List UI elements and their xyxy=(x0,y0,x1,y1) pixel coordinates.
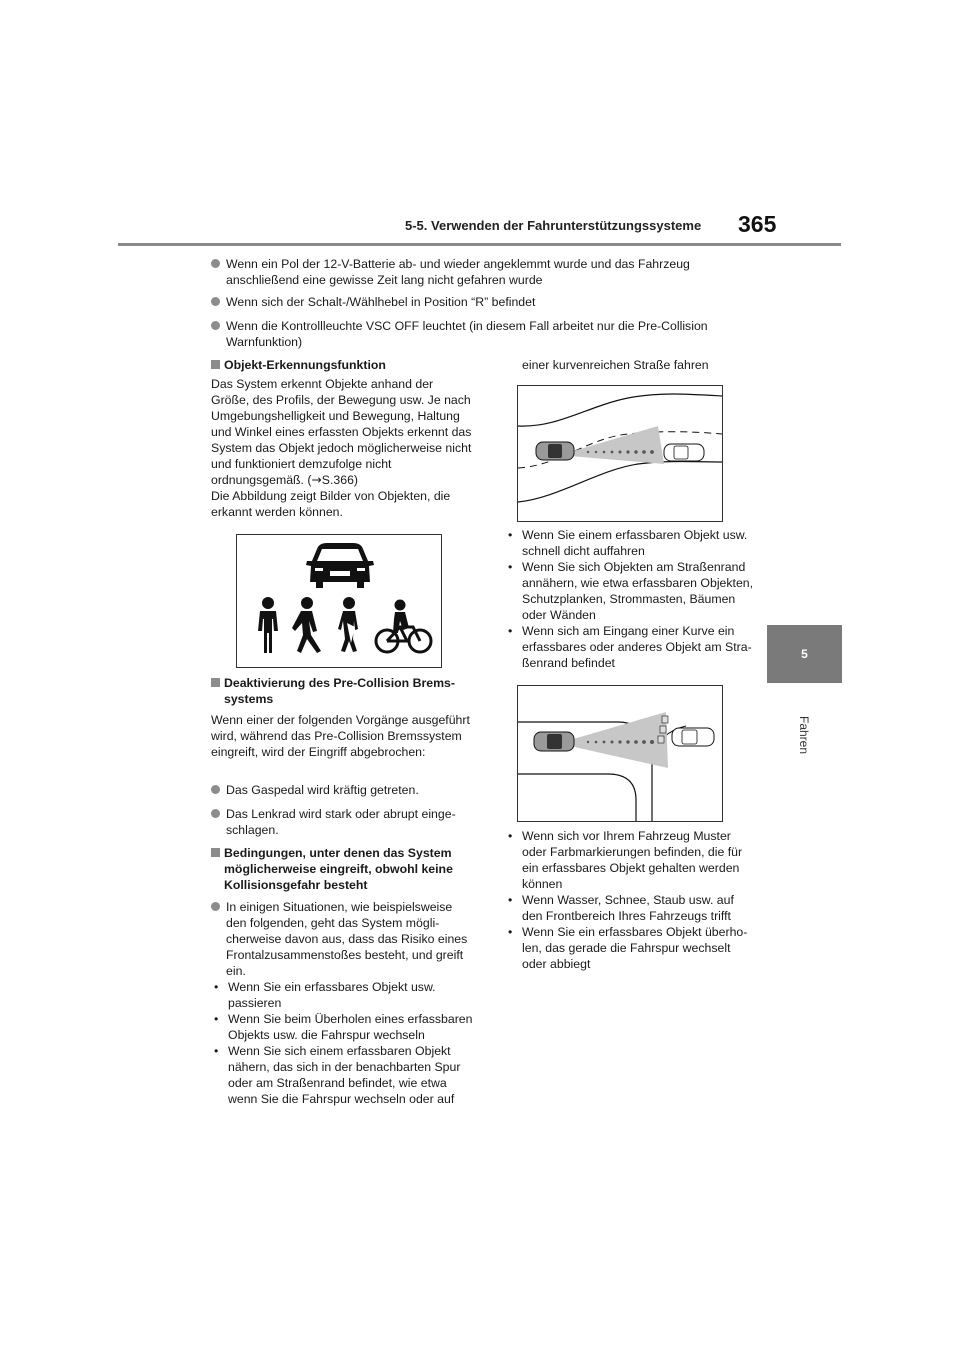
bullet-dot-icon xyxy=(211,321,220,330)
detectable-objects-illustration xyxy=(237,535,441,667)
road-edge-top xyxy=(518,394,722,426)
target-car-icon xyxy=(672,728,714,746)
list-item: • Wenn Sie sich einem erfassbaren Objekt nähern, das sich in der benachbarten Spur oder am Straßenrand befindet, wie etwa wenn Sie die Fahrspur wechseln oder auf xyxy=(211,1043,473,1107)
list-item: • Wenn Sie ein erfassbares Objekt überholen, das gerade die Fahrspur wechselt oder abbiegt xyxy=(505,924,755,972)
bullet-item: Das Gaspedal wird kräftig getreten. xyxy=(211,782,473,798)
object-detection-text: Das System erkennt Objekte anhand der Größe, des Profils, der Bewegung usw. Je nach Umgebungshelligkeit und Bewegung, Haltung und Winkel eines erfassten Objekts erkennt das System das Objekt jedoch möglicherweise nicht und funktioniert demzufolge nicht ordnungsgemäß. (→S.366) Die Abbildung zeigt Bilder von Objekten, die erkannt werden können. xyxy=(211,377,472,519)
car-front-icon xyxy=(306,543,374,588)
conditions-list xyxy=(211,979,473,1107)
chapter-label: Fahren xyxy=(797,715,811,755)
curvy-road-illustration xyxy=(518,386,722,521)
page-reference-link[interactable]: S.366) xyxy=(321,473,359,487)
sensor-beam xyxy=(570,712,668,768)
section-heading: Objekt-Erkennungsfunktion xyxy=(211,357,471,373)
pedestrian-standing-icon xyxy=(258,597,278,653)
list-item: • Wenn Sie ein erfassbares Objekt usw. passieren xyxy=(211,979,473,1011)
list-item: • Wenn sich am Eingang einer Kurve ein erfassbares oder anderes Objekt am Straßenrand befindet xyxy=(505,623,755,671)
situations-list-a xyxy=(505,527,755,671)
curvy-road-figure xyxy=(517,385,723,522)
detectable-objects-figure xyxy=(236,534,442,668)
bullet-dot-icon xyxy=(211,809,220,818)
page-number: 365 xyxy=(738,211,777,237)
heading-square-icon xyxy=(211,848,220,857)
list-item: • Wenn Sie einem erfassbaren Objekt usw. schnell dicht auffahren xyxy=(505,527,755,559)
sensor-beam xyxy=(570,426,664,464)
own-car-icon xyxy=(536,442,574,460)
section-heading: Bedingungen, unter denen das System möglicherweise eingreift, obwohl keine Kollisionsgefahr besteht xyxy=(211,845,473,893)
heading-square-icon xyxy=(211,360,220,369)
bullet-item: Wenn ein Pol der 12-V-Batterie ab- und wieder angeklemmt wurde und das Fahrzeug anschließend eine gewisse Zeit lang nicht gefahren wurde xyxy=(211,256,731,288)
bullet-item: Wenn sich der Schalt-/Wählhebel in Position “R” befindet xyxy=(211,294,731,310)
bullet-dot-icon xyxy=(211,785,220,794)
heading-square-icon xyxy=(211,678,220,687)
road-edge-bottom xyxy=(518,462,722,503)
target-car-icon xyxy=(664,444,704,461)
curve-entrance-figure xyxy=(517,685,723,822)
deactivation-text: Wenn einer der folgenden Vorgänge ausgeführt wird, während das Pre-Collision Bremssystem eingreift, wird der Eingriff abgebrochen: xyxy=(211,713,470,759)
header-rule xyxy=(118,243,841,246)
cyclist-icon xyxy=(376,627,431,652)
chapter-number: 5 xyxy=(801,647,808,661)
situations-list-b xyxy=(505,828,755,972)
bullet-item: In einigen Situationen, wie beispielsweise den folgenden, geht das System möglicherweise davon aus, dass das Risiko eines Frontalzusammenstoßes besteht, und greift ein. xyxy=(211,899,473,979)
list-item: • Wenn Sie sich Objekten am Straßenrand annähern, wie etwa erfassbaren Objekten, Schutzplanken, Strommasten, Bäumen oder Wänden xyxy=(505,559,755,623)
bullet-dot-icon xyxy=(211,902,220,911)
pedestrian-child-icon xyxy=(338,597,358,652)
chapter-tab xyxy=(767,625,842,683)
road-edge-inner-curve xyxy=(518,774,636,821)
section-title: 5-5. Verwenden der Fahrunterstützungssysteme xyxy=(405,218,702,233)
own-car-icon xyxy=(534,732,574,751)
continuation-text: einer kurvenreichen Straße fahren xyxy=(522,358,709,372)
bullet-dot-icon xyxy=(211,297,220,306)
reference-arrow-icon: → xyxy=(311,473,322,487)
bullet-item: Wenn die Kontrollleuchte VSC OFF leuchtet (in diesem Fall arbeitet nur die Pre-Collision Warnfunktion) xyxy=(211,318,741,350)
list-item: • Wenn sich vor Ihrem Fahrzeug Muster oder Farbmarkierungen befinden, die für ein erfassbares Objekt gehalten werden können xyxy=(505,828,755,892)
bullet-item: Das Lenkrad wird stark oder abrupt eingeschlagen. xyxy=(211,806,473,838)
list-item: • Wenn Wasser, Schnee, Staub usw. auf den Frontbereich Ihres Fahrzeugs trifft xyxy=(505,892,755,924)
pedestrian-walking-icon xyxy=(292,597,321,653)
list-item: • Wenn Sie beim Überholen eines erfassbaren Objekts usw. die Fahrspur wechseln xyxy=(211,1011,473,1043)
section-heading: Deaktivierung des Pre-Collision Bremssystems xyxy=(211,675,473,707)
bullet-dot-icon xyxy=(211,259,220,268)
curve-entrance-illustration xyxy=(518,686,722,821)
